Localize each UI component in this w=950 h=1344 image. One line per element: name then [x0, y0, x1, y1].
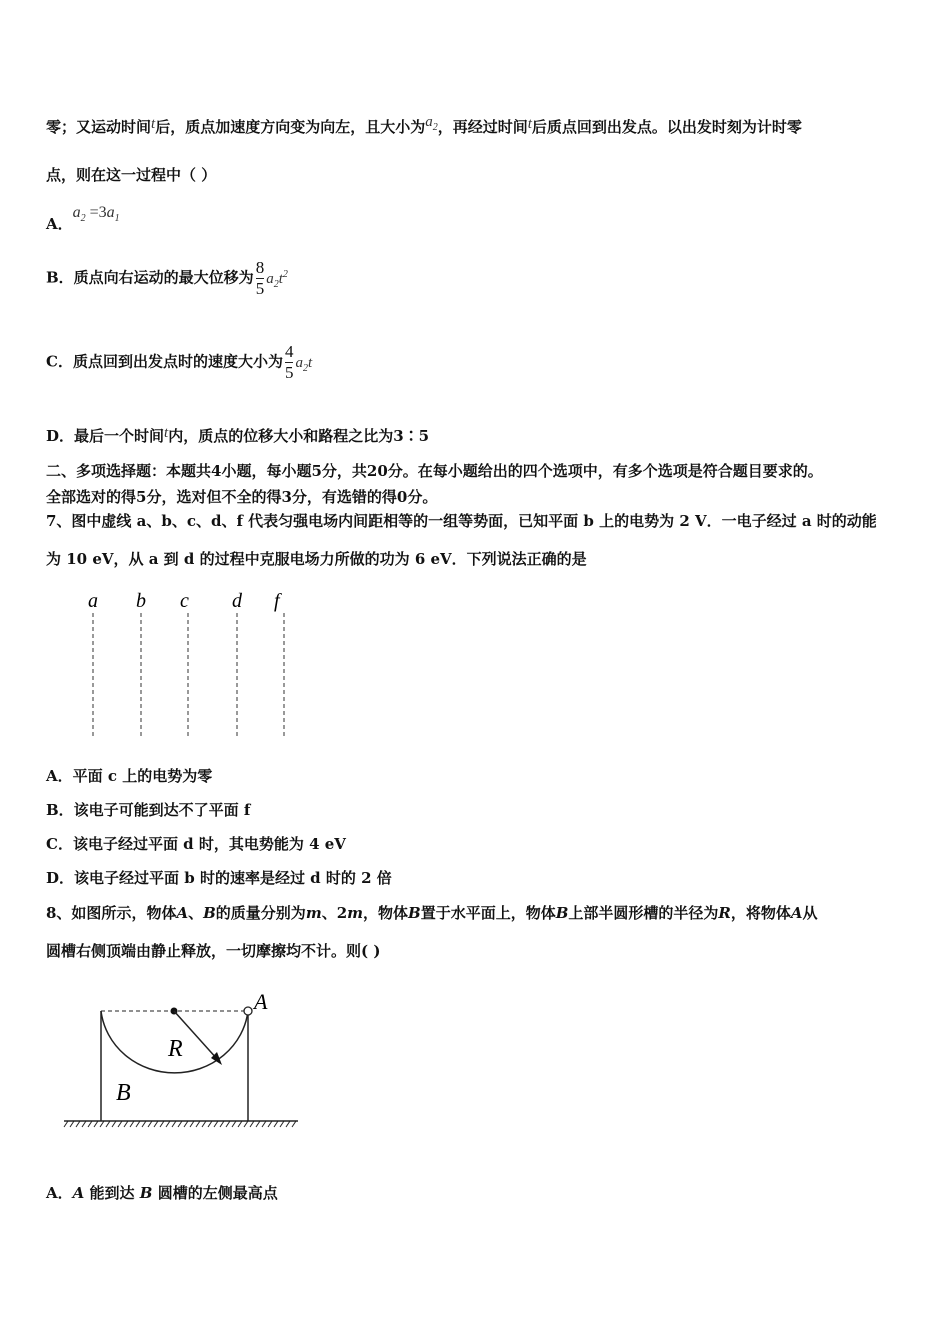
q6-option-b-formula: $a_2t^2$: [266, 268, 288, 290]
var-t: t: [151, 116, 156, 132]
q6-option-c-text: C．质点回到出发点时的速度大小为: [46, 352, 283, 371]
fraction-4-5: $\frac{4}{5}$: [284, 342, 294, 382]
q8-stem-line1: 8、如图所示，物体A、B的质量分别为m、2m，物体B置于水平面上，物体B上部半圆形槽的半径为R，将物体A从: [46, 904, 818, 922]
label-f: f: [274, 590, 280, 612]
option-label: A．: [46, 215, 73, 233]
label-c: c: [180, 590, 189, 612]
q6-text: ，再经过时间: [437, 118, 528, 136]
q6-text: 零；又运动时间: [46, 118, 152, 136]
figure-label-a: A: [254, 989, 268, 1014]
q7-option-a: A．平面 c 上的电势为零: [46, 767, 213, 785]
section2-line1: 二、多项选择题：本题共4小题，每小题5分，共20分。在每小题给出的四个选项中，有多个选项是符合题目要求的。: [46, 462, 823, 480]
q7-stem-line1: 7、图中虚线 a、b、c、d、f 代表匀强电场内间距相等的一组等势面，已知平面 b 上的电势为 2 V．一电子经过 a 时的动能: [46, 512, 877, 530]
q6-option-a: [46, 201, 120, 233]
q6-option-c-formula: $a_2t$: [295, 354, 313, 374]
ground-hatching: [64, 1121, 296, 1127]
q7-option-d: D．该电子经过平面 b 时的速率是经过 d 时的 2 倍: [46, 869, 392, 887]
q6-stem-line1: [46, 114, 802, 137]
var-t: t: [164, 425, 169, 441]
section2-line2: 全部选对的得5分，选对但不全的得3分，有选错的得0分。: [46, 488, 438, 506]
q7-stem-line2: 为 10 eV，从 a 到 d 的过程中克服电场力所做的功为 6 eV．下列说法正确的是: [46, 550, 587, 568]
figure-label-b: B: [116, 1080, 131, 1106]
var-t: t: [527, 116, 532, 132]
q8-stem-line2: 圆槽右侧顶端由静止释放，一切摩擦均不计。则( ): [46, 942, 381, 960]
q6-text: 后质点回到出发点。以出发时刻为计时零: [531, 118, 802, 136]
q7-option-b: B．该电子可能到达不了平面 f: [46, 801, 251, 819]
var-a2: $a_2$: [425, 114, 438, 133]
label-b: b: [136, 590, 146, 612]
q6-text: 后，质点加速度方向变为向左，且大小为: [155, 118, 426, 136]
q6-stem-line2: 点，则在这一过程中（ ）: [46, 166, 217, 184]
q6-text: 内，质点的位移大小和路程之比为3∶5: [168, 427, 430, 445]
object-a-ball: [244, 1007, 252, 1015]
semicircle-groove-figure: [60, 988, 310, 1133]
equipotential-figure: [70, 585, 310, 745]
q6-text: D．最后一个时间: [46, 427, 165, 445]
q6-option-b-text: B．质点向右运动的最大位移为: [46, 268, 254, 287]
q8-option-a: A．A 能到达 B 圆槽的左侧最高点: [46, 1184, 278, 1202]
q7-option-c: C．该电子经过平面 d 时，其电势能为 4 eV: [46, 835, 346, 853]
label-a: a: [88, 590, 98, 612]
q6-option-a-formula: $a_2 =3a_1$: [72, 204, 120, 225]
q6-option-d: [46, 425, 429, 446]
q6-option-b: [46, 258, 288, 299]
fraction-8-5: $\frac{8}{5}$: [255, 258, 265, 298]
figure-label-r: R: [168, 1036, 183, 1062]
label-d: d: [232, 590, 242, 612]
q6-option-c: [46, 342, 312, 383]
